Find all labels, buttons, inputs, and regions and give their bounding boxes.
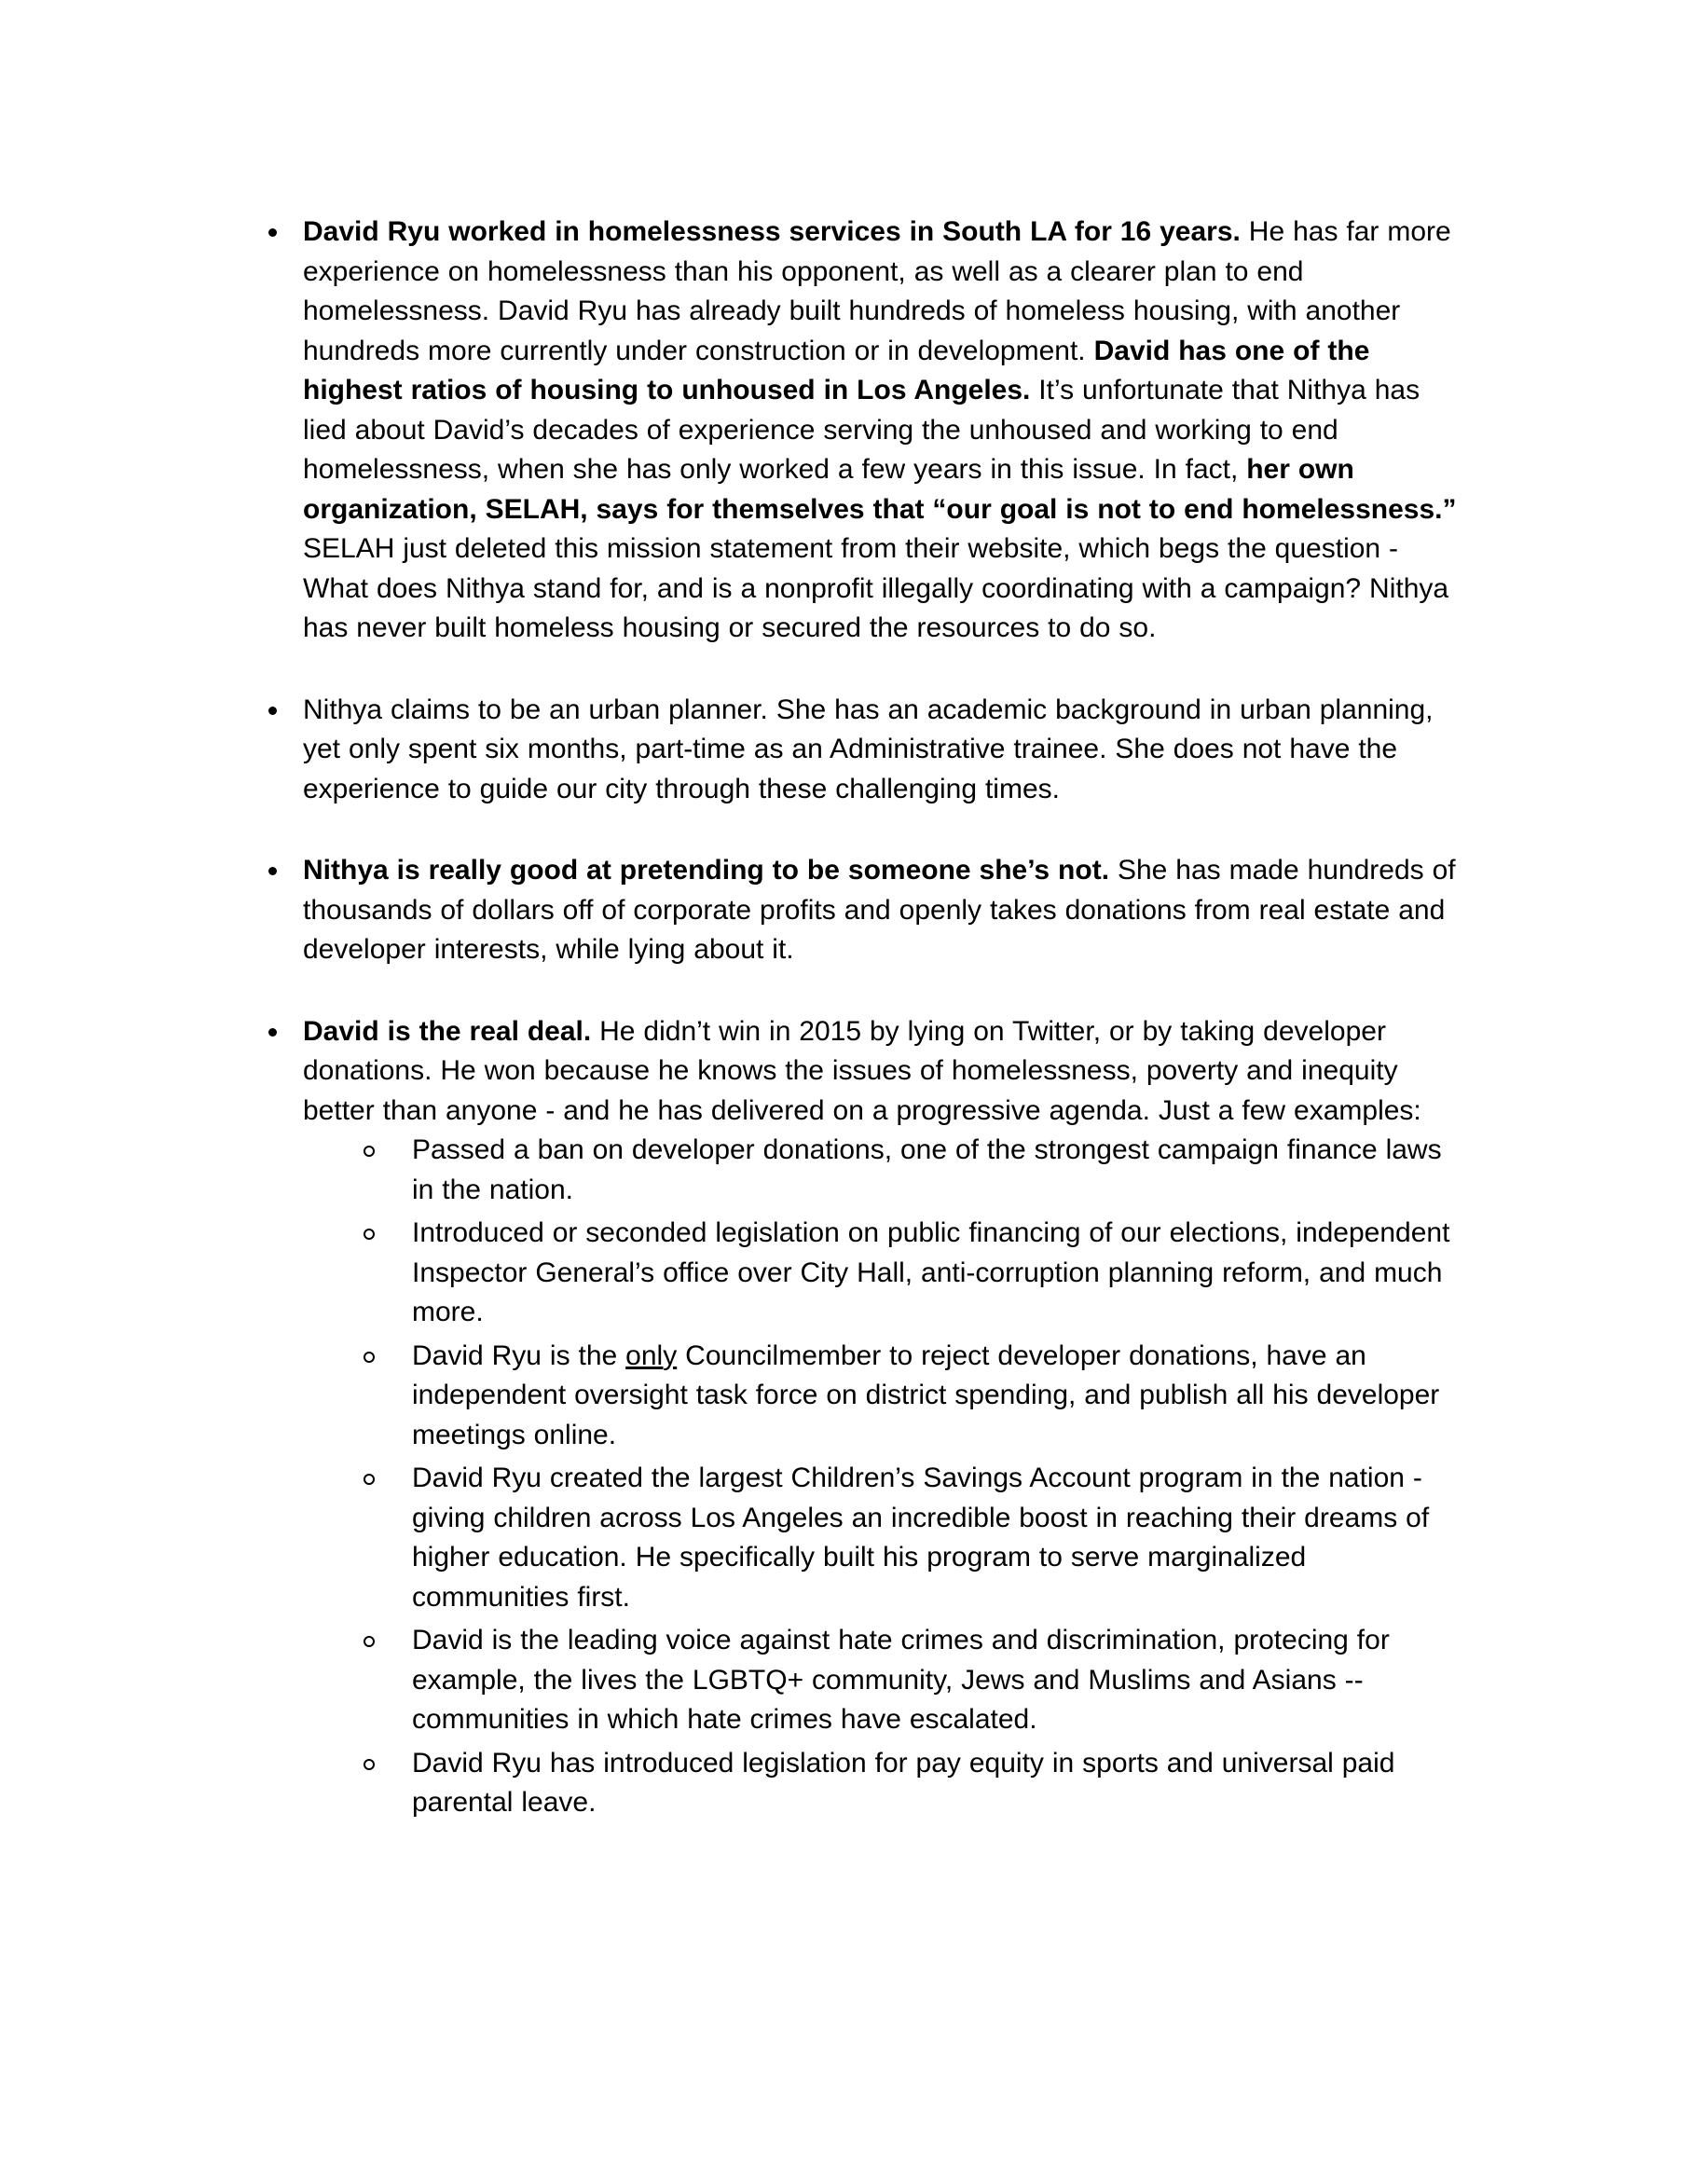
bullet-marker-icon: [268, 867, 277, 875]
text-run: He has far more experience on homelessness than his opponent, as well as a clearer plan to end homelessness. David Ryu has already built hundreds of homeless housing, with another hundreds more currently under construction or in development.: [303, 216, 1451, 366]
text-run: Introduced or seconded legislation on public financing of our elections, independent Inspector General’s office over City Hall, anti-corruption planning reform, and much more.: [412, 1217, 1450, 1327]
text-run: Councilmember to reject developer donations, have an independent oversight task force on district spending, and publish all his developer meetings online.: [412, 1339, 1440, 1450]
bullet-text: [303, 691, 1459, 810]
sub-bullet-item: [303, 1621, 1459, 1740]
text-run: David is the leading voice against hate crimes and discrimination, protecing for example, the lives the LGBTQ+ community, Jews and Muslims and Asians -- communities in which hate crimes have escalated.: [412, 1625, 1390, 1735]
text-run: David has one of the highest ratios of housing to unhoused in Los Angeles.: [303, 335, 1370, 405]
circle-bullet-marker-icon: [364, 1636, 375, 1647]
bullet-marker-icon: [268, 707, 277, 715]
sub-bullet-item: [303, 1459, 1459, 1617]
bullet-text: [412, 1621, 1459, 1740]
sub-bullet-item: [303, 1131, 1459, 1210]
text-run: He didn’t win in 2015 by lying on Twitter, or by taking developer donations. He won because he knows the issues of homelessness, poverty and inequity better than anyone - and he has delivered on a progressive agenda. Just a few examples:: [303, 1015, 1421, 1126]
bullet-text: [303, 1012, 1459, 1132]
bullet-text: [412, 1744, 1459, 1823]
circle-bullet-marker-icon: [364, 1229, 375, 1240]
circle-bullet-marker-icon: [364, 1474, 375, 1485]
text-run: David Ryu has introduced legislation for pay equity in sports and universal paid parental leave.: [412, 1747, 1395, 1818]
text-run: Nithya is really good at pretending to be someone she’s not.: [303, 855, 1110, 886]
bullet-marker-icon: [268, 1028, 277, 1037]
text-run: Nithya claims to be an urban planner. She has an academic background in urban planning, yet only spent six months, part-time as an Administrative trainee. She does not have the experience to guide our city through these challenging times.: [303, 694, 1434, 804]
sub-bullet-item: [303, 1214, 1459, 1333]
bullet-text: [412, 1131, 1459, 1210]
bullet-item: [268, 851, 1459, 970]
bullet-list: [268, 213, 1459, 1823]
text-run: David is the real deal.: [303, 1015, 592, 1047]
sub-bullet-item: [303, 1337, 1459, 1456]
text-run: It’s unfortunate that Nithya has lied about David’s decades of experience serving the unhoused and working to end homelessness, when she has only worked a few years in this issue. In fact,: [303, 375, 1420, 485]
text-run: David Ryu is the: [412, 1339, 626, 1371]
bullet-text: [412, 1459, 1459, 1617]
text-run: David Ryu worked in homelessness services in South LA for 16 years.: [303, 216, 1241, 247]
bullet-text: [412, 1214, 1459, 1333]
text-run: Passed a ban on developer donations, one of the strongest campaign finance laws in the nation.: [412, 1134, 1442, 1205]
bullet-item: [268, 213, 1459, 649]
bullet-item: [268, 1012, 1459, 1823]
circle-bullet-marker-icon: [364, 1759, 375, 1770]
bullet-text: [412, 1337, 1459, 1456]
text-run: SELAH just deleted this mission statement from their website, which begs the question - What does Nithya stand for, and is a nonprofit illegally coordinating with a campaign? Nithya has never built homeless housing or secured the resources to do so.: [303, 533, 1449, 643]
text-run: only: [625, 1339, 678, 1371]
circle-bullet-marker-icon: [364, 1352, 375, 1363]
bullet-text: [303, 851, 1459, 970]
text-run: David Ryu created the largest Children’s Savings Account program in the nation - giving children across Los Angeles an incredible boost in reaching their dreams of higher education. He specifically built his program to serve marginalized communities first.: [412, 1463, 1430, 1613]
sub-bullet-item: [303, 1744, 1459, 1823]
text-run: She has made hundreds of thousands of dollars off of corporate profits and openly takes donations from real estate and developer interests, while lying about it.: [303, 855, 1456, 965]
bullet-text: [303, 213, 1459, 649]
text-run: her own organization, SELAH, says for themselves that “our goal is not to end homelessness.”: [303, 454, 1457, 525]
circle-bullet-marker-icon: [364, 1146, 375, 1157]
bullet-marker-icon: [268, 228, 277, 237]
bullet-item: [268, 691, 1459, 810]
